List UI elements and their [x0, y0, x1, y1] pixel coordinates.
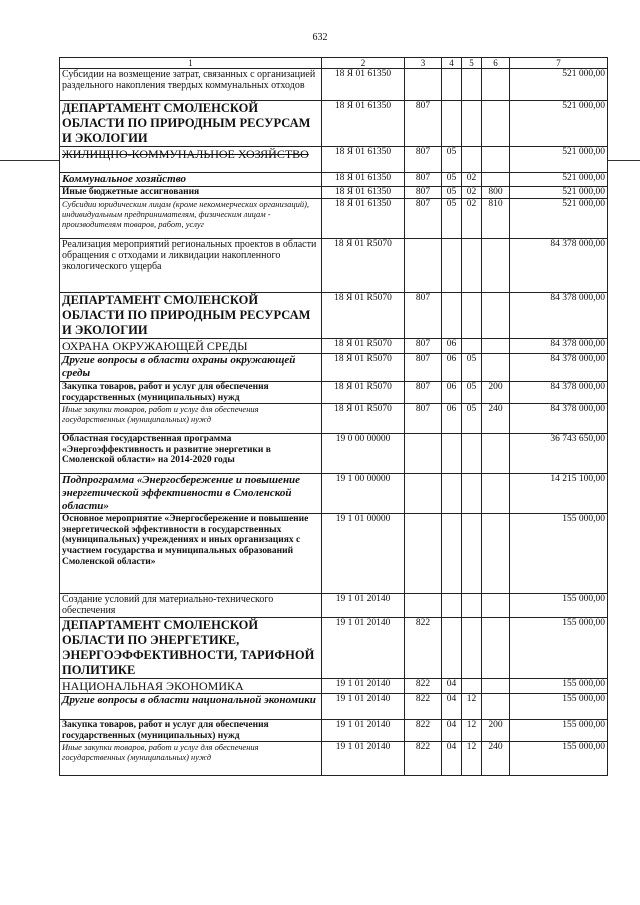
table-row	[60, 382, 608, 404]
margin-line-right	[607, 160, 640, 161]
cell-code: 19 1 01 20140	[322, 742, 405, 776]
cell-rz: 06	[442, 354, 462, 382]
table-row	[60, 354, 608, 382]
table-row	[60, 742, 608, 776]
cell-cs	[482, 434, 510, 474]
cell-rz	[442, 101, 462, 147]
cell-sum: 84 378 000,00	[510, 404, 608, 434]
cell-rz: 06	[442, 339, 462, 354]
header-col-1: 1	[60, 58, 322, 69]
cell-pr: 02	[462, 173, 482, 187]
cell-name: Основное мероприятие «Энергосбережение и повышение энергетической эффективности в государственных (муниципальных) учреждениях и иных организациях с участием государства и муниципальных образований Смоленской области»	[60, 514, 322, 594]
cell-cs	[482, 694, 510, 720]
cell-pr	[462, 434, 482, 474]
cell-name: ДЕПАРТАМЕНТ СМОЛЕНСКОЙ ОБЛАСТИ ПО ПРИРОДНЫМ РЕСУРСАМ И ЭКОЛОГИИ	[60, 101, 322, 147]
cell-pr	[462, 339, 482, 354]
cell-vr: 807	[405, 101, 442, 147]
cell-sum: 84 378 000,00	[510, 339, 608, 354]
cell-vr: 807	[405, 187, 442, 199]
table-row	[60, 239, 608, 293]
cell-sum: 155 000,00	[510, 679, 608, 694]
cell-vr: 822	[405, 742, 442, 776]
cell-pr: 05	[462, 382, 482, 404]
cell-code: 18 Я 01 61350	[322, 187, 405, 199]
cell-sum: 84 378 000,00	[510, 354, 608, 382]
table-row	[60, 173, 608, 187]
cell-rz	[442, 434, 462, 474]
cell-rz: 05	[442, 187, 462, 199]
cell-code: 18 Я 01 R5070	[322, 354, 405, 382]
cell-name: ДЕПАРТАМЕНТ СМОЛЕНСКОЙ ОБЛАСТИ ПО ЭНЕРГЕТИКЕ, ЭНЕРГОЭФФЕКТИВНОСТИ, ТАРИФНОЙ ПОЛИТИКЕ	[60, 618, 322, 679]
cell-vr	[405, 69, 442, 101]
table-row	[60, 293, 608, 339]
cell-pr	[462, 101, 482, 147]
cell-name: ДЕПАРТАМЕНТ СМОЛЕНСКОЙ ОБЛАСТИ ПО ПРИРОДНЫМ РЕСУРСАМ И ЭКОЛОГИИ	[60, 293, 322, 339]
cell-vr: 807	[405, 354, 442, 382]
cell-sum: 36 743 650,00	[510, 434, 608, 474]
cell-name: Закупка товаров, работ и услуг для обеспечения государственных (муниципальных) нужд	[60, 720, 322, 742]
table-row	[60, 618, 608, 679]
cell-name: ЖИЛИЩНО-КОММУНАЛЬНОЕ ХОЗЯЙСТВО	[60, 147, 322, 173]
cell-pr	[462, 594, 482, 618]
page-number: 632	[312, 32, 328, 43]
cell-sum: 155 000,00	[510, 742, 608, 776]
cell-vr	[405, 474, 442, 514]
cell-rz	[442, 474, 462, 514]
cell-pr: 12	[462, 720, 482, 742]
cell-code: 19 0 00 00000	[322, 434, 405, 474]
cell-cs	[482, 101, 510, 147]
cell-sum: 155 000,00	[510, 694, 608, 720]
cell-vr: 807	[405, 199, 442, 239]
cell-code: 18 Я 01 R5070	[322, 404, 405, 434]
cell-name: Иные закупки товаров, работ и услуг для обеспечения государственных (муниципальных) нужд	[60, 742, 322, 776]
header-col-6: 6	[482, 58, 510, 69]
table-row	[60, 434, 608, 474]
cell-vr: 822	[405, 694, 442, 720]
cell-name: Подпрограмма «Энергосбережение и повышение энергетической эффективности в Смоленской области»	[60, 474, 322, 514]
cell-pr	[462, 514, 482, 594]
table-row	[60, 594, 608, 618]
table-row	[60, 694, 608, 720]
cell-name: Реализация мероприятий региональных проектов в области обращения с отходами и ликвидации накопленного экологического ущерба	[60, 239, 322, 293]
cell-sum: 521 000,00	[510, 199, 608, 239]
cell-rz: 06	[442, 382, 462, 404]
cell-cs	[482, 514, 510, 594]
cell-pr	[462, 147, 482, 173]
cell-pr: 02	[462, 187, 482, 199]
cell-pr	[462, 239, 482, 293]
table-row	[60, 404, 608, 434]
cell-code: 18 Я 01 R5070	[322, 239, 405, 293]
cell-code: 18 Я 01 61350	[322, 147, 405, 173]
cell-cs	[482, 173, 510, 187]
cell-name: Другие вопросы в области охраны окружающей среды	[60, 354, 322, 382]
cell-rz	[442, 514, 462, 594]
cell-cs	[482, 594, 510, 618]
cell-cs	[482, 339, 510, 354]
cell-name: Субсидии юридическим лицам (кроме некоммерческих организаций), индивидуальным предпринимателям, физическим лицам - производителям товаров, работ, услуг	[60, 199, 322, 239]
cell-vr: 807	[405, 147, 442, 173]
cell-pr: 05	[462, 404, 482, 434]
cell-cs	[482, 147, 510, 173]
cell-pr: 12	[462, 742, 482, 776]
cell-rz: 05	[442, 147, 462, 173]
cell-code: 18 Я 01 R5070	[322, 382, 405, 404]
cell-code: 19 1 00 00000	[322, 474, 405, 514]
table-row	[60, 187, 608, 199]
cell-cs: 810	[482, 199, 510, 239]
cell-name: Иные закупки товаров, работ и услуг для обеспечения государственных (муниципальных) нужд	[60, 404, 322, 434]
table-row	[60, 339, 608, 354]
cell-cs: 240	[482, 742, 510, 776]
cell-rz: 04	[442, 720, 462, 742]
table-row	[60, 679, 608, 694]
cell-vr: 807	[405, 173, 442, 187]
cell-sum: 521 000,00	[510, 187, 608, 199]
cell-vr	[405, 514, 442, 594]
cell-rz	[442, 594, 462, 618]
header-col-7: 7	[510, 58, 608, 69]
cell-rz: 05	[442, 173, 462, 187]
header-col-5: 5	[462, 58, 482, 69]
cell-vr: 807	[405, 339, 442, 354]
cell-vr	[405, 239, 442, 293]
cell-vr: 822	[405, 720, 442, 742]
cell-cs: 200	[482, 720, 510, 742]
cell-rz	[442, 239, 462, 293]
cell-name: ОХРАНА ОКРУЖАЮЩЕЙ СРЕДЫ	[60, 339, 322, 354]
cell-vr: 822	[405, 679, 442, 694]
cell-pr: 02	[462, 199, 482, 239]
table-row	[60, 147, 608, 173]
cell-code: 18 Я 01 R5070	[322, 339, 405, 354]
cell-pr	[462, 679, 482, 694]
cell-code: 19 1 01 20140	[322, 594, 405, 618]
cell-sum: 521 000,00	[510, 69, 608, 101]
cell-code: 19 1 01 20140	[322, 618, 405, 679]
cell-cs	[482, 474, 510, 514]
cell-pr	[462, 618, 482, 679]
cell-vr	[405, 594, 442, 618]
cell-name: Субсидии на возмещение затрат, связанных с организацией раздельного накопления твердых коммунальных отходов	[60, 69, 322, 101]
cell-cs	[482, 293, 510, 339]
cell-sum: 155 000,00	[510, 594, 608, 618]
cell-name: Другие вопросы в области национальной экономики	[60, 694, 322, 720]
cell-rz: 04	[442, 694, 462, 720]
cell-cs: 800	[482, 187, 510, 199]
cell-name: НАЦИОНАЛЬНАЯ ЭКОНОМИКА	[60, 679, 322, 694]
cell-cs	[482, 69, 510, 101]
cell-rz: 05	[442, 199, 462, 239]
cell-code: 18 Я 01 61350	[322, 69, 405, 101]
cell-code: 18 Я 01 61350	[322, 173, 405, 187]
table-row	[60, 514, 608, 594]
cell-sum: 155 000,00	[510, 720, 608, 742]
cell-code: 19 1 01 20140	[322, 720, 405, 742]
cell-sum: 84 378 000,00	[510, 382, 608, 404]
cell-code: 18 Я 01 R5070	[322, 293, 405, 339]
header-col-3: 3	[405, 58, 442, 69]
cell-vr: 822	[405, 618, 442, 679]
cell-sum: 521 000,00	[510, 147, 608, 173]
cell-rz: 04	[442, 679, 462, 694]
cell-name: Иные бюджетные ассигнования	[60, 187, 322, 199]
cell-pr	[462, 293, 482, 339]
cell-cs	[482, 618, 510, 679]
cell-rz: 04	[442, 742, 462, 776]
cell-name: Коммунальное хозяйство	[60, 173, 322, 187]
cell-code: 19 1 01 20140	[322, 679, 405, 694]
cell-rz	[442, 618, 462, 679]
table-row	[60, 199, 608, 239]
cell-name: Закупка товаров, работ и услуг для обеспечения государственных (муниципальных) нужд	[60, 382, 322, 404]
cell-name: Областная государственная программа «Энергоэффективность и развитие энергетики в Смоленской области» на 2014-2020 годы	[60, 434, 322, 474]
cell-code: 18 Я 01 61350	[322, 101, 405, 147]
cell-vr: 807	[405, 404, 442, 434]
cell-cs	[482, 679, 510, 694]
cell-code: 19 1 01 00000	[322, 514, 405, 594]
cell-sum: 84 378 000,00	[510, 293, 608, 339]
table-row	[60, 101, 608, 147]
cell-code: 19 1 01 20140	[322, 694, 405, 720]
cell-vr	[405, 434, 442, 474]
header-col-2: 2	[322, 58, 405, 69]
cell-name: Создание условий для материально-технического обеспечения	[60, 594, 322, 618]
cell-pr: 05	[462, 354, 482, 382]
cell-rz	[442, 293, 462, 339]
cell-sum: 84 378 000,00	[510, 239, 608, 293]
table-row	[60, 720, 608, 742]
cell-vr: 807	[405, 293, 442, 339]
cell-pr	[462, 474, 482, 514]
cell-code: 18 Я 01 61350	[322, 199, 405, 239]
cell-cs	[482, 354, 510, 382]
cell-sum: 14 215 100,00	[510, 474, 608, 514]
cell-rz: 06	[442, 404, 462, 434]
cell-sum: 521 000,00	[510, 101, 608, 147]
cell-cs: 200	[482, 382, 510, 404]
cell-pr	[462, 69, 482, 101]
table-row	[60, 474, 608, 514]
cell-sum: 521 000,00	[510, 173, 608, 187]
header-col-4: 4	[442, 58, 462, 69]
cell-cs	[482, 239, 510, 293]
cell-sum: 155 000,00	[510, 514, 608, 594]
cell-sum: 155 000,00	[510, 618, 608, 679]
cell-rz	[442, 69, 462, 101]
header-row	[60, 58, 608, 69]
budget-table	[59, 57, 608, 776]
cell-vr: 807	[405, 382, 442, 404]
cell-cs: 240	[482, 404, 510, 434]
cell-pr: 12	[462, 694, 482, 720]
table-row	[60, 69, 608, 101]
margin-line-left	[0, 160, 59, 161]
